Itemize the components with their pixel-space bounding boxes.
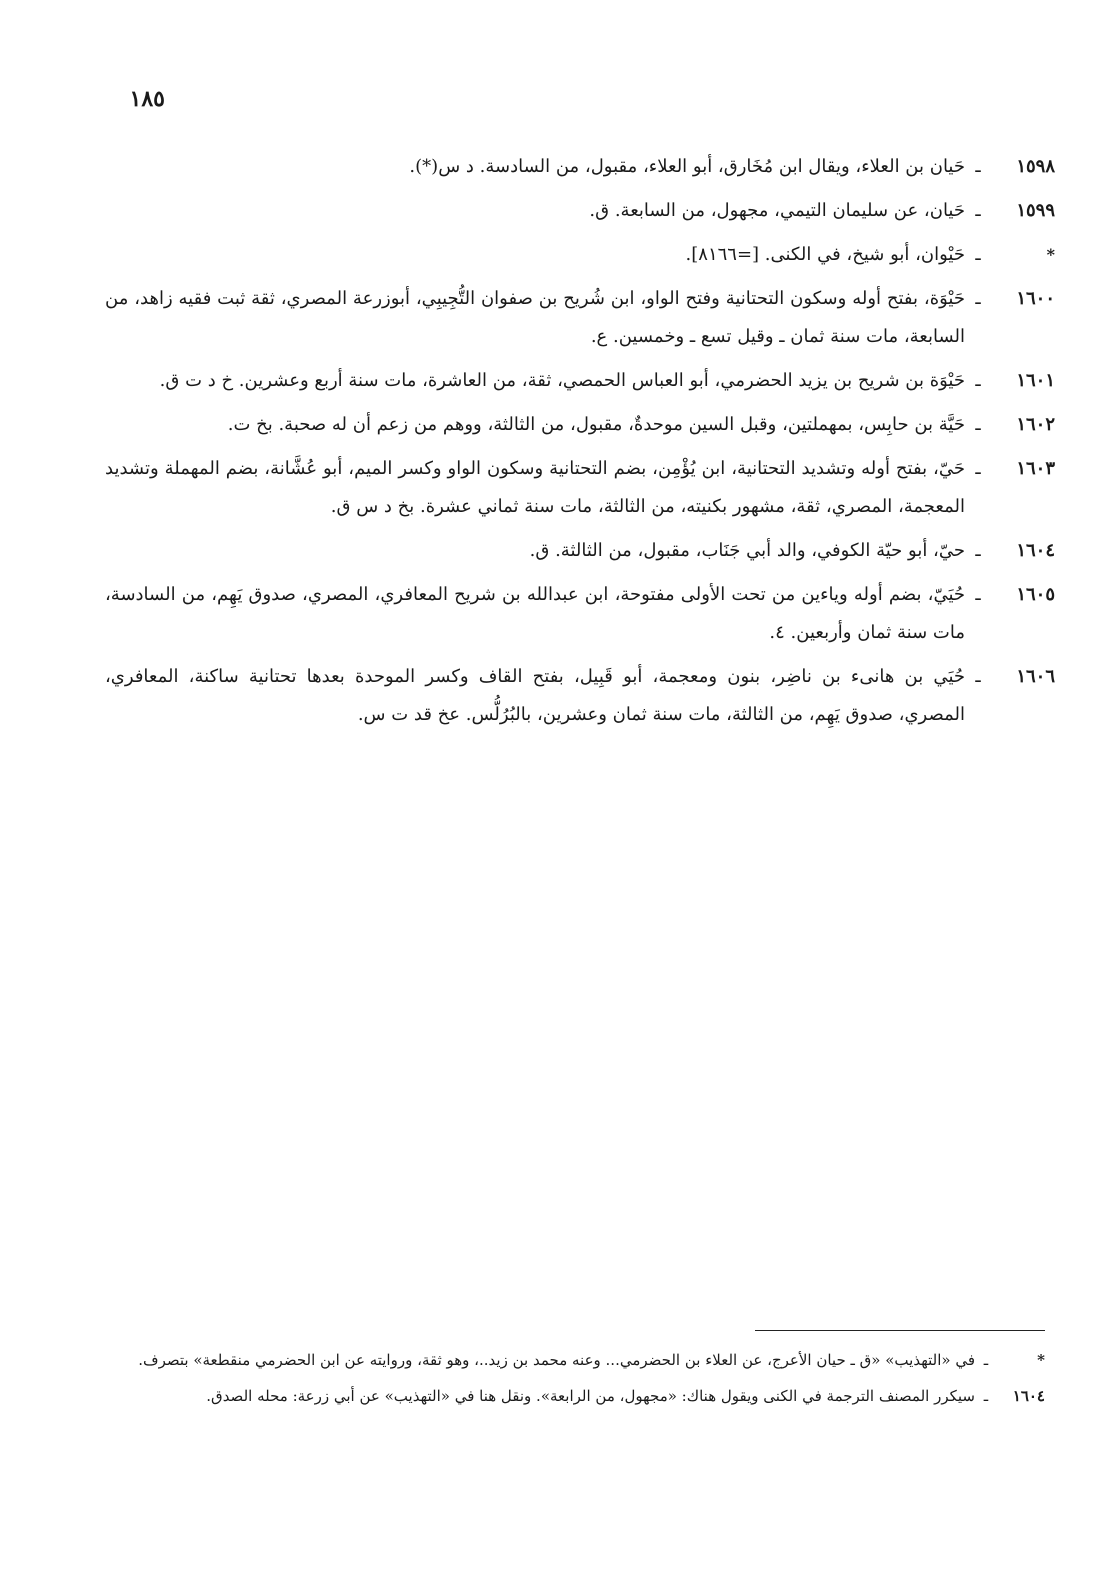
footnote-marker: ١٦٠٤ — [1012, 1387, 1045, 1405]
entry-1603 — [105, 450, 1055, 526]
entry-number: ١٥٩٩ — [1016, 200, 1055, 221]
entry-dash: ـ — [975, 200, 981, 221]
footnote-star — [105, 1345, 1045, 1375]
entry-1604 — [105, 532, 1055, 570]
entry-1605 — [105, 576, 1055, 652]
footnote-dash: ـ — [983, 1387, 989, 1405]
entry-number: ١٦٠٠ — [1016, 288, 1055, 309]
footnote-text: سيكرر المصنف الترجمة في الكنى ويقول هناك: «مجهول، من الرابعة». ونقل هنا في «التهذيب» عن أبي زرعة: محله الصدق. — [206, 1387, 975, 1405]
entry-dash: ـ — [975, 584, 981, 605]
entry-dash: ـ — [975, 414, 981, 435]
entry-text: حَيان، عن سليمان التيمي، مجهول، من السابعة. ق. — [589, 200, 965, 221]
entry-dash: ـ — [975, 288, 981, 309]
entry-dash: ـ — [975, 540, 981, 561]
entry-dash: ـ — [975, 458, 981, 479]
footnotes-list — [105, 1345, 1045, 1417]
entry-star-marker: * — [1046, 245, 1055, 264]
entry-dash: ـ — [975, 666, 981, 687]
entry-1601 — [105, 362, 1055, 400]
entry-text: حَيَّة بن حابِس، بمهملتين، وقبل السين موحدةٌ، مقبول، من الثالثة، ووهم من زعم أن له صحبة. بخ ت. — [227, 414, 965, 435]
entries-list — [105, 148, 1055, 740]
entry-1606 — [105, 658, 1055, 734]
entry-1598 — [105, 148, 1055, 186]
entry-number: ١٦٠١ — [1016, 370, 1055, 391]
entry-1600 — [105, 280, 1055, 356]
footnote-text: في «التهذيب» «ق ـ حيان الأعرج، عن العلاء بن الحضرمي... وعنه محمد بن زيد..، وهو ثقة، وروايته عن ابن الحضرمي منقطعة» بتصرف. — [138, 1351, 975, 1369]
entry-text: حُيَيّ، بضم أوله وياءين من تحت الأولى مفتوحة، ابن عبدالله بن شريح المعافري، المصري، صدوق يَهِم، من السادسة، مات سنة ثمان وأربعين. ٤. — [105, 584, 966, 643]
entry-dash: ـ — [975, 156, 981, 177]
entry-text: حَيّ، بفتح أوله وتشديد التحتانية، ابن يُؤْمِن، بضم التحتانية وسكون الواو وكسر الميم، أبو عُشَّانة، بضم المهملة وتشديد المعجمة، المصري، ثقة، مشهور بكنيته، من الثالثة، مات سنة ثماني عشرة. بخ د س ق. — [105, 458, 965, 517]
footnote-1604 — [105, 1381, 1045, 1411]
entry-number: ١٥٩٨ — [1016, 156, 1055, 177]
entry-number: ١٦٠٤ — [1016, 540, 1055, 561]
entry-1599 — [105, 192, 1055, 230]
entry-1602 — [105, 406, 1055, 444]
entry-text: حُيَي بن هانىء بن ناضِر، بنون ومعجمة، أبو قَبِيل، بفتح القاف وكسر الموحدة بعدها تحتانية ساكنة، المعافري، المصري، صدوق يَهِم، من الثالثة، مات سنة ثمان وعشرين، بالبُرُلُّس. عخ قد ت س. — [105, 666, 965, 725]
entry-text: حَيْوَة، بفتح أوله وسكون التحتانية وفتح الواو، ابن شُريح بن صفوان التُّجِيبِي، أبوزرعة المصري، ثقة ثبت فقيه زاهد، من السابعة، مات سنة ثمان ـ وقيل تسع ـ وخمسين. ع. — [105, 288, 965, 347]
entry-dash: ـ — [975, 370, 981, 391]
entry-text: حَيْوان، أبو شيخ، في الكنى. [=٨١٦٦]. — [685, 244, 965, 265]
entry-number: ١٦٠٢ — [1016, 414, 1055, 435]
entry-text: حَيْوَة بن شريح بن يزيد الحضرمي، أبو العباس الحمصي، ثقة، من العاشرة، مات سنة أربع وعشرين. خ د ت ق. — [159, 370, 965, 391]
entry-number: ١٦٠٥ — [1016, 584, 1055, 605]
entry-text: حَيان بن العلاء، ويقال ابن مُخَارق، أبو العلاء، مقبول، من السادسة. د س(*). — [409, 156, 965, 177]
entry-number: ١٦٠٦ — [1016, 666, 1055, 687]
footnote-divider — [755, 1330, 1045, 1331]
entry-star-hayawan — [105, 236, 1055, 274]
entry-number: ١٦٠٣ — [1016, 458, 1055, 479]
footnote-marker: * — [1037, 1351, 1045, 1369]
footnote-dash: ـ — [983, 1351, 989, 1369]
entry-text: حيّ، أبو حيّة الكوفي، والد أبي جَنَاب، مقبول، من الثالثة. ق. — [529, 540, 965, 561]
page-number: ١٨٥ — [129, 86, 165, 112]
entry-dash: ـ — [975, 244, 981, 265]
